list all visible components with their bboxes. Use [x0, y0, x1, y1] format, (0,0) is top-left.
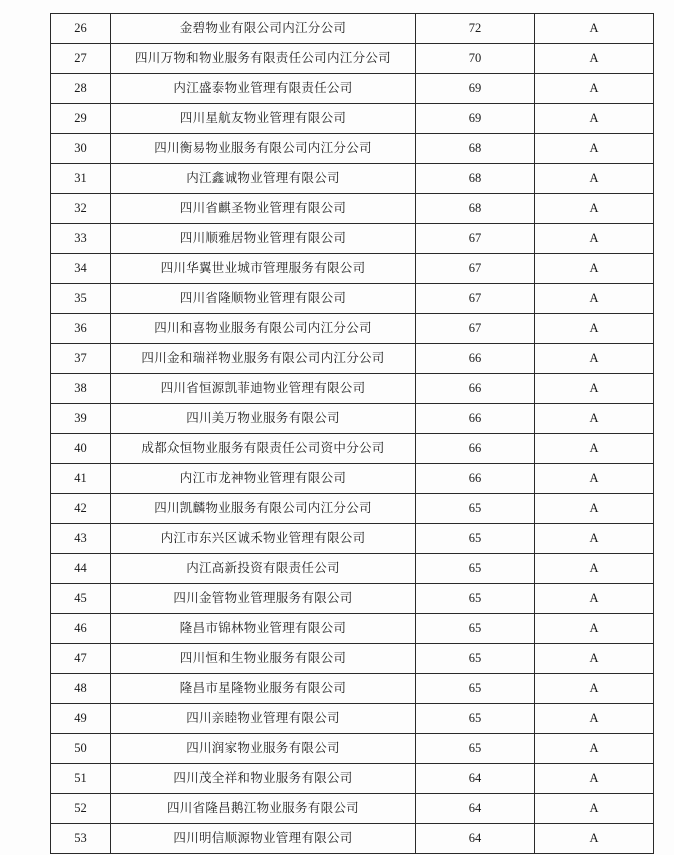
- table-row: [51, 644, 654, 674]
- table-row: [51, 14, 654, 44]
- table-row: [51, 194, 654, 224]
- table-row: [51, 464, 654, 494]
- table-row: [51, 434, 654, 464]
- table-row: [51, 134, 654, 164]
- company-name-cell: 四川亲睦物业管理有限公司: [111, 704, 416, 734]
- row-number-cell: 52: [51, 794, 111, 824]
- company-name-cell: 四川美万物业服务有限公司: [111, 404, 416, 434]
- grade-cell: A: [535, 794, 654, 824]
- company-name-cell: 四川省麒圣物业管理有限公司: [111, 194, 416, 224]
- company-name-cell: 四川省恒源凯菲迪物业管理有限公司: [111, 374, 416, 404]
- grade-cell: A: [535, 74, 654, 104]
- row-number-cell: 39: [51, 404, 111, 434]
- score-cell: 70: [416, 44, 535, 74]
- grade-cell: A: [535, 254, 654, 284]
- row-number-cell: 26: [51, 14, 111, 44]
- score-cell: 66: [416, 464, 535, 494]
- row-number-cell: 43: [51, 524, 111, 554]
- grade-cell: A: [535, 194, 654, 224]
- company-name-cell: 四川省隆昌鹅江物业服务有限公司: [111, 794, 416, 824]
- grade-cell: A: [535, 434, 654, 464]
- table-row: [51, 374, 654, 404]
- company-name-cell: 四川金和瑞祥物业服务有限公司内江分公司: [111, 344, 416, 374]
- table-row: [51, 764, 654, 794]
- row-number-cell: 48: [51, 674, 111, 704]
- company-name-cell: 隆昌市星隆物业服务有限公司: [111, 674, 416, 704]
- table-body: [51, 14, 654, 854]
- row-number-cell: 34: [51, 254, 111, 284]
- score-cell: 68: [416, 164, 535, 194]
- score-cell: 65: [416, 644, 535, 674]
- row-number-cell: 32: [51, 194, 111, 224]
- score-cell: 65: [416, 524, 535, 554]
- row-number-cell: 47: [51, 644, 111, 674]
- grade-cell: A: [535, 614, 654, 644]
- company-name-cell: 四川衡易物业服务有限公司内江分公司: [111, 134, 416, 164]
- score-cell: 64: [416, 764, 535, 794]
- company-name-cell: 四川星航友物业管理有限公司: [111, 104, 416, 134]
- company-name-cell: 金碧物业有限公司内江分公司: [111, 14, 416, 44]
- table-row: [51, 344, 654, 374]
- score-cell: 67: [416, 224, 535, 254]
- row-number-cell: 33: [51, 224, 111, 254]
- row-number-cell: 35: [51, 284, 111, 314]
- table-row: [51, 524, 654, 554]
- table-row: [51, 584, 654, 614]
- grade-cell: A: [535, 584, 654, 614]
- grade-cell: A: [535, 554, 654, 584]
- table-row: [51, 554, 654, 584]
- row-number-cell: 29: [51, 104, 111, 134]
- score-cell: 68: [416, 134, 535, 164]
- table-row: [51, 614, 654, 644]
- row-number-cell: 44: [51, 554, 111, 584]
- property-rating-table: [50, 13, 654, 854]
- table-row: [51, 704, 654, 734]
- grade-cell: A: [535, 764, 654, 794]
- table-row: [51, 824, 654, 854]
- score-cell: 69: [416, 104, 535, 134]
- table-row: [51, 44, 654, 74]
- score-cell: 69: [416, 74, 535, 104]
- company-name-cell: 成都众恒物业服务有限责任公司资中分公司: [111, 434, 416, 464]
- company-name-cell: 四川顺雅居物业管理有限公司: [111, 224, 416, 254]
- row-number-cell: 30: [51, 134, 111, 164]
- grade-cell: A: [535, 734, 654, 764]
- grade-cell: A: [535, 674, 654, 704]
- row-number-cell: 38: [51, 374, 111, 404]
- table-row: [51, 224, 654, 254]
- grade-cell: A: [535, 464, 654, 494]
- row-number-cell: 42: [51, 494, 111, 524]
- score-cell: 72: [416, 14, 535, 44]
- company-name-cell: 隆昌市锦林物业管理有限公司: [111, 614, 416, 644]
- score-cell: 65: [416, 554, 535, 584]
- row-number-cell: 36: [51, 314, 111, 344]
- company-name-cell: 四川万物和物业服务有限责任公司内江分公司: [111, 44, 416, 74]
- grade-cell: A: [535, 104, 654, 134]
- grade-cell: A: [535, 164, 654, 194]
- table-row: [51, 404, 654, 434]
- row-number-cell: 31: [51, 164, 111, 194]
- row-number-cell: 50: [51, 734, 111, 764]
- score-cell: 65: [416, 614, 535, 644]
- company-name-cell: 四川明信顺源物业管理有限公司: [111, 824, 416, 854]
- company-name-cell: 内江市龙神物业管理有限公司: [111, 464, 416, 494]
- grade-cell: A: [535, 134, 654, 164]
- table-row: [51, 164, 654, 194]
- table-row: [51, 104, 654, 134]
- row-number-cell: 27: [51, 44, 111, 74]
- grade-cell: A: [535, 494, 654, 524]
- score-cell: 67: [416, 284, 535, 314]
- grade-cell: A: [535, 404, 654, 434]
- table-row: [51, 314, 654, 344]
- company-name-cell: 四川和喜物业服务有限公司内江分公司: [111, 314, 416, 344]
- score-cell: 68: [416, 194, 535, 224]
- table-row: [51, 794, 654, 824]
- row-number-cell: 28: [51, 74, 111, 104]
- company-name-cell: 四川省隆顺物业管理有限公司: [111, 284, 416, 314]
- grade-cell: A: [535, 314, 654, 344]
- table-row: [51, 734, 654, 764]
- score-cell: 65: [416, 704, 535, 734]
- score-cell: 65: [416, 584, 535, 614]
- row-number-cell: 40: [51, 434, 111, 464]
- score-cell: 66: [416, 344, 535, 374]
- row-number-cell: 51: [51, 764, 111, 794]
- company-name-cell: 四川润家物业服务有限公司: [111, 734, 416, 764]
- grade-cell: A: [535, 284, 654, 314]
- score-cell: 65: [416, 674, 535, 704]
- score-cell: 66: [416, 404, 535, 434]
- table-row: [51, 284, 654, 314]
- row-number-cell: 53: [51, 824, 111, 854]
- company-name-cell: 内江鑫诚物业管理有限公司: [111, 164, 416, 194]
- company-name-cell: 四川恒和生物业服务有限公司: [111, 644, 416, 674]
- company-name-cell: 内江盛泰物业管理有限责任公司: [111, 74, 416, 104]
- grade-cell: A: [535, 704, 654, 734]
- grade-cell: A: [535, 14, 654, 44]
- row-number-cell: 45: [51, 584, 111, 614]
- row-number-cell: 37: [51, 344, 111, 374]
- company-name-cell: 内江市东兴区诚禾物业管理有限公司: [111, 524, 416, 554]
- row-number-cell: 46: [51, 614, 111, 644]
- score-cell: 67: [416, 254, 535, 284]
- grade-cell: A: [535, 224, 654, 254]
- score-cell: 65: [416, 494, 535, 524]
- company-name-cell: 四川凯麟物业服务有限公司内江分公司: [111, 494, 416, 524]
- score-cell: 64: [416, 824, 535, 854]
- table-row: [51, 674, 654, 704]
- table-row: [51, 74, 654, 104]
- grade-cell: A: [535, 524, 654, 554]
- score-cell: 66: [416, 374, 535, 404]
- table-row: [51, 254, 654, 284]
- grade-cell: A: [535, 824, 654, 854]
- table-row: [51, 494, 654, 524]
- grade-cell: A: [535, 344, 654, 374]
- row-number-cell: 41: [51, 464, 111, 494]
- score-cell: 67: [416, 314, 535, 344]
- company-name-cell: 四川华翼世业城市管理服务有限公司: [111, 254, 416, 284]
- company-name-cell: 四川金管物业管理服务有限公司: [111, 584, 416, 614]
- grade-cell: A: [535, 644, 654, 674]
- row-number-cell: 49: [51, 704, 111, 734]
- score-cell: 66: [416, 434, 535, 464]
- score-cell: 64: [416, 794, 535, 824]
- grade-cell: A: [535, 374, 654, 404]
- company-name-cell: 四川茂全祥和物业服务有限公司: [111, 764, 416, 794]
- grade-cell: A: [535, 44, 654, 74]
- company-name-cell: 内江高新投资有限责任公司: [111, 554, 416, 584]
- score-cell: 65: [416, 734, 535, 764]
